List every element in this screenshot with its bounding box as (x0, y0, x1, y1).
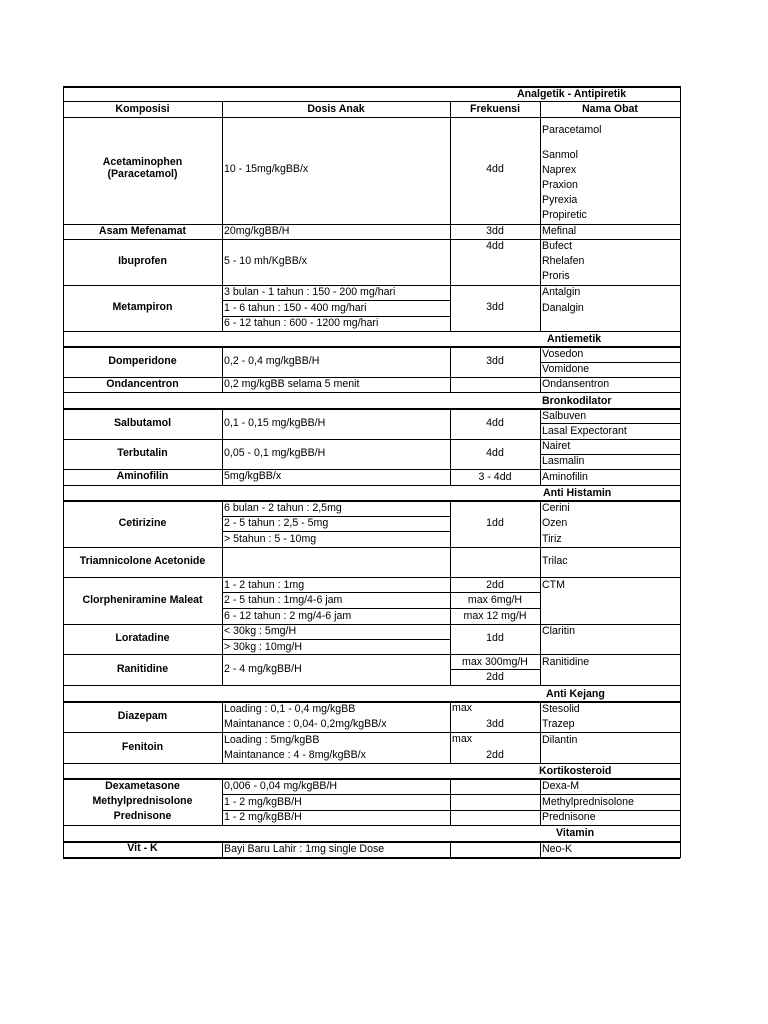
nama-obat: Dexa-M (542, 780, 580, 792)
nama-obat: Nairet (542, 440, 571, 452)
komposisi-domperidone: Domperidone (108, 355, 177, 367)
dosis-ondancentron: 0,2 mg/kgBB selama 5 menit (224, 378, 360, 390)
frekuensi-aminofilin: 3 - 4dd (478, 471, 512, 483)
dosis-loratadine: < 30kg : 5mg/H (224, 625, 297, 637)
dosis-cetirizine: > 5tahun : 5 - 10mg (224, 533, 317, 545)
header-komposisi: Komposisi (115, 103, 170, 115)
frekuensi-loratadine: 1dd (486, 632, 504, 644)
dosis-clorpheniramine: 6 - 12 tahun : 2 mg/4-6 jam (224, 610, 352, 622)
komposisi-fenitoin: Fenitoin (121, 741, 164, 753)
komposisi-methylprednisolone: Methylprednisolone (92, 795, 193, 807)
nama-obat: Methylprednisolone (542, 796, 634, 808)
frekuensi-terbutalin: 4dd (486, 447, 504, 459)
nama-obat: Cerini (542, 502, 570, 514)
dosis-clorpheniramine: 1 - 2 tahun : 1mg (224, 579, 305, 591)
komposisi-salbutamol: Salbutamol (113, 417, 172, 429)
section-vitamin: Vitamin (556, 827, 595, 839)
section-bronkodilator: Bronkodilator (542, 395, 612, 407)
section-analgetik-antipiretik: Analgetik - Antipiretik (517, 88, 627, 100)
dosis-metampiron: 1 - 6 tahun : 150 - 400 mg/hari (224, 302, 367, 314)
dosis-fenitoin: Maintanance : 4 - 8mg/kgBB/x (224, 749, 366, 761)
komposisi-terbutalin: Terbutalin (117, 447, 168, 459)
komposisi-loratadine: Loratadine (115, 632, 170, 644)
nama-obat: Proris (542, 270, 570, 282)
section-kortikosteroid: Kortikosteroid (539, 765, 612, 777)
section-anti-histamin: Anti Histamin (543, 487, 612, 499)
komposisi-ondancentron: Ondancentron (106, 378, 179, 390)
nama-obat: Ozen (542, 517, 568, 529)
nama-obat: Ondansentron (542, 378, 610, 390)
nama-obat: Vomidone (542, 363, 590, 375)
dosis-asam-mefenamat: 20mg/kgBB/H (224, 225, 290, 237)
frekuensi-diazepam: 3dd (486, 718, 504, 730)
nama-obat: Prednisone (542, 811, 596, 823)
dosis-acetaminophen: 10 - 15mg/kgBB/x (224, 163, 309, 175)
komposisi-triamnicolone: Triamnicolone Acetonide (79, 555, 206, 567)
komposisi-asam-mefenamat: Asam Mefenamat (98, 225, 187, 237)
dosis-metampiron: 6 - 12 tahun : 600 - 1200 mg/hari (224, 317, 379, 329)
frekuensi-ranitidine: max 300mg/H (462, 656, 528, 668)
nama-obat: Salbuven (542, 410, 587, 422)
dosis-terbutalin: 0,05 - 0,1 mg/kgBB/H (224, 447, 326, 459)
nama-obat: Claritin (542, 625, 575, 637)
header-frekuensi: Frekuensi (469, 103, 521, 115)
frekuensi-acetaminophen: 4dd (486, 163, 504, 175)
komposisi-cetirizine: Cetirizine (118, 517, 167, 529)
komposisi-prednisone: Prednisone (113, 810, 172, 822)
nama-obat: Naprex (542, 164, 577, 176)
section-antiemetik: Antiemetik (547, 333, 602, 345)
dosis-loratadine: > 30kg : 10mg/H (224, 641, 303, 653)
dosis-ibuprofen: 5 - 10 mh/KgBB/x (224, 255, 308, 267)
frekuensi-salbutamol: 4dd (486, 417, 504, 429)
nama-obat: Vosedon (542, 348, 584, 360)
header-nama-obat: Nama Obat (582, 103, 638, 115)
section-anti-kejang: Anti Kejang (546, 688, 605, 700)
komposisi-vit-k: Vit - K (127, 842, 158, 854)
dosis-diazepam: Maintanance : 0,04- 0,2mg/kgBB/x (224, 718, 387, 730)
nama-obat: Danalgin (542, 302, 584, 314)
header-dosis-anak: Dosis Anak (307, 103, 365, 115)
nama-obat: Praxion (542, 179, 578, 191)
frekuensi-fenitoin: 2dd (486, 749, 504, 761)
frekuensi-clorpheniramine: max 12 mg/H (463, 610, 527, 622)
frekuensi-clorpheniramine: 2dd (486, 579, 504, 591)
frekuensi-domperidone: 3dd (486, 355, 504, 367)
nama-obat: Aminofilin (542, 471, 588, 483)
nama-obat: Lasmalin (542, 455, 585, 467)
dosis-salbutamol: 0,1 - 0,15 mg/kgBB/H (224, 417, 326, 429)
nama-obat: Paracetamol (542, 124, 602, 136)
dosis-cetirizine: 2 - 5 tahun : 2,5 - 5mg (224, 517, 329, 529)
dosis-fenitoin: Loading : 5mg/kgBB (224, 734, 320, 746)
frekuensi-asam-mefenamat: 3dd (486, 225, 504, 237)
komposisi-ibuprofen: Ibuprofen (118, 255, 167, 267)
nama-obat: Ranitidine (542, 656, 590, 668)
nama-obat: Propiretic (542, 209, 587, 221)
dosis-dexametasone: 0,006 - 0,04 mg/kgBB/H (224, 780, 338, 792)
dosis-aminofilin: 5mg/kgBB/x (224, 470, 282, 482)
max-label-fenitoin: max (452, 733, 473, 745)
komposisi-aminofilin: Aminofilin (116, 470, 169, 482)
nama-obat: Stesolid (542, 703, 580, 715)
dosis-methylprednisolone: 1 - 2 mg/kgBB/H (224, 796, 302, 808)
komposisi-ranitidine: Ranitidine (116, 663, 169, 675)
frekuensi-metampiron: 3dd (486, 301, 504, 313)
nama-obat: Trilac (542, 555, 568, 567)
dosis-prednisone: 1 - 2 mg/kgBB/H (224, 811, 302, 823)
komposisi-clorpheniramine: Clorpheniramine Maleat (82, 594, 203, 606)
nama-obat: Dilantin (542, 734, 578, 746)
komposisi-acetaminophen: Acetaminophen (102, 156, 183, 168)
nama-obat: Neo-K (542, 843, 573, 855)
komposisi-metampiron: Metampiron (112, 301, 173, 313)
nama-obat: Antalgin (542, 286, 581, 298)
komposisi-diazepam: Diazepam (117, 710, 168, 722)
frekuensi-clorpheniramine: max 6mg/H (467, 594, 523, 606)
dosis-vit-k: Bayi Baru Lahir : 1mg single Dose (224, 843, 385, 855)
komposisi-acetaminophen-sub: (Paracetamol) (107, 168, 178, 180)
dosis-metampiron: 3 bulan - 1 tahun : 150 - 200 mg/hari (224, 286, 396, 298)
dosis-diazepam: Loading : 0,1 - 0,4 mg/kgBB (224, 703, 356, 715)
dosis-ranitidine: 2 - 4 mg/kgBB/H (224, 663, 302, 675)
frekuensi-ranitidine: 2dd (486, 671, 504, 683)
nama-obat: CTM (542, 579, 565, 591)
nama-obat: Rhelafen (542, 255, 585, 267)
nama-obat: Trazep (542, 718, 575, 730)
frekuensi-cetirizine: 1dd (486, 517, 504, 529)
nama-obat: Tiriz (542, 533, 562, 545)
dosis-domperidone: 0,2 - 0,4 mg/kgBB/H (224, 355, 320, 367)
dosis-cetirizine: 6 bulan - 2 tahun : 2,5mg (224, 502, 342, 514)
nama-obat: Lasal Expectorant (542, 425, 627, 437)
frekuensi-ibuprofen: 4dd (486, 240, 504, 252)
max-label-diazepam: max (452, 702, 473, 714)
nama-obat: Sanmol (542, 149, 578, 161)
komposisi-dexametasone: Dexametasone (105, 780, 180, 792)
nama-obat: Mefinal (542, 225, 577, 237)
nama-obat: Pyrexia (542, 194, 578, 206)
nama-obat: Bufect (542, 240, 573, 252)
dosis-clorpheniramine: 2 - 5 tahun : 1mg/4-6 jam (224, 594, 343, 606)
